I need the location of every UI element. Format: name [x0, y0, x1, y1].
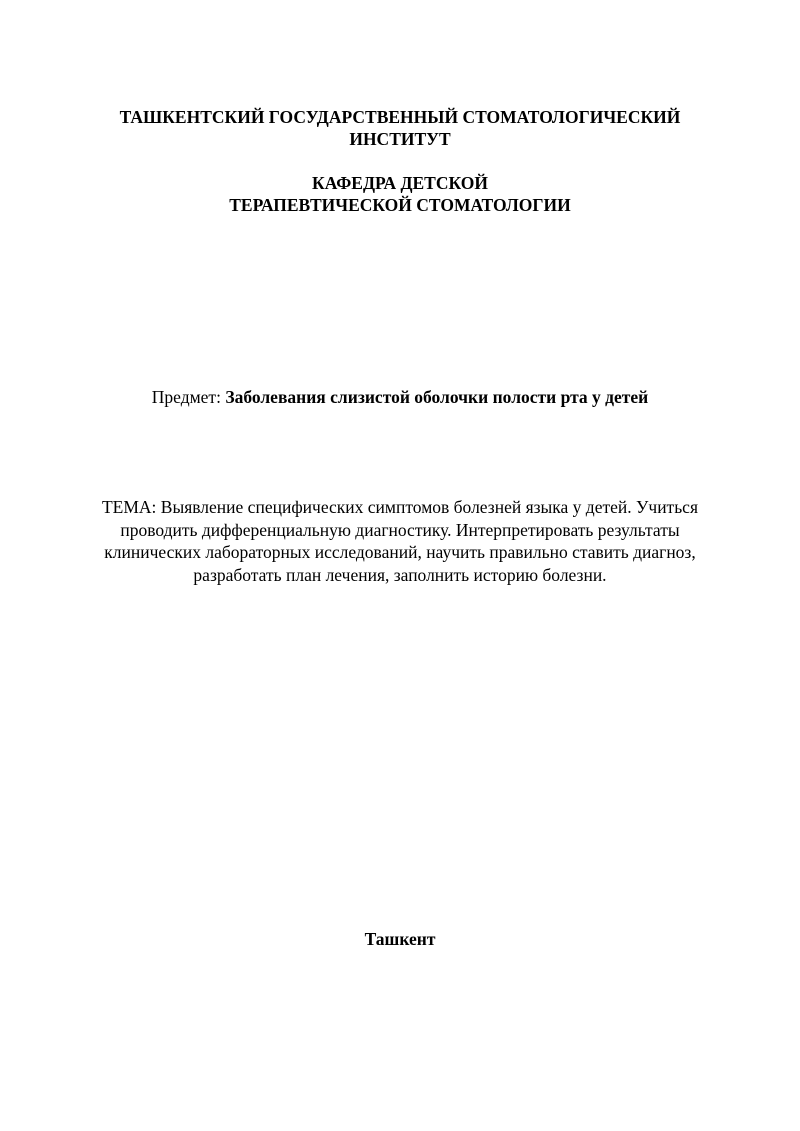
city-name: Ташкент [364, 929, 436, 949]
topic-line-3: клинических лабораторных исследований, научить правильно ставить диагноз, [104, 542, 696, 562]
topic-line-4: разработать план лечения, заполнить историю болезни. [193, 564, 607, 585]
topic-line-2: проводить дифференциальную диагностику. Интерпретировать результаты [120, 519, 680, 540]
department-title-line-2: ТЕРАПЕВТИЧЕСКОЙ СТОМАТОЛОГИИ [229, 195, 571, 215]
subject-label: Предмет: [151, 387, 221, 407]
department-title [0, 172, 800, 216]
subject-line [0, 386, 800, 408]
topic-line-1: ТЕМА: Выявление специфических симптомов болезней языка у детей. Учиться [101, 497, 699, 517]
topic-paragraph [70, 496, 730, 586]
institute-title-line-1: ТАШКЕНТСКИЙ ГОСУДАРСТВЕННЫЙ СТОМАТОЛОГИЧЕСКИЙ [119, 107, 681, 127]
institute-title-line-2: ИНСТИТУТ [349, 129, 451, 149]
department-title-line-1: КАФЕДРА ДЕТСКОЙ [312, 173, 488, 193]
subject-value: Заболевания слизистой оболочки полости рта у детей [225, 387, 649, 407]
institute-title [0, 106, 800, 150]
